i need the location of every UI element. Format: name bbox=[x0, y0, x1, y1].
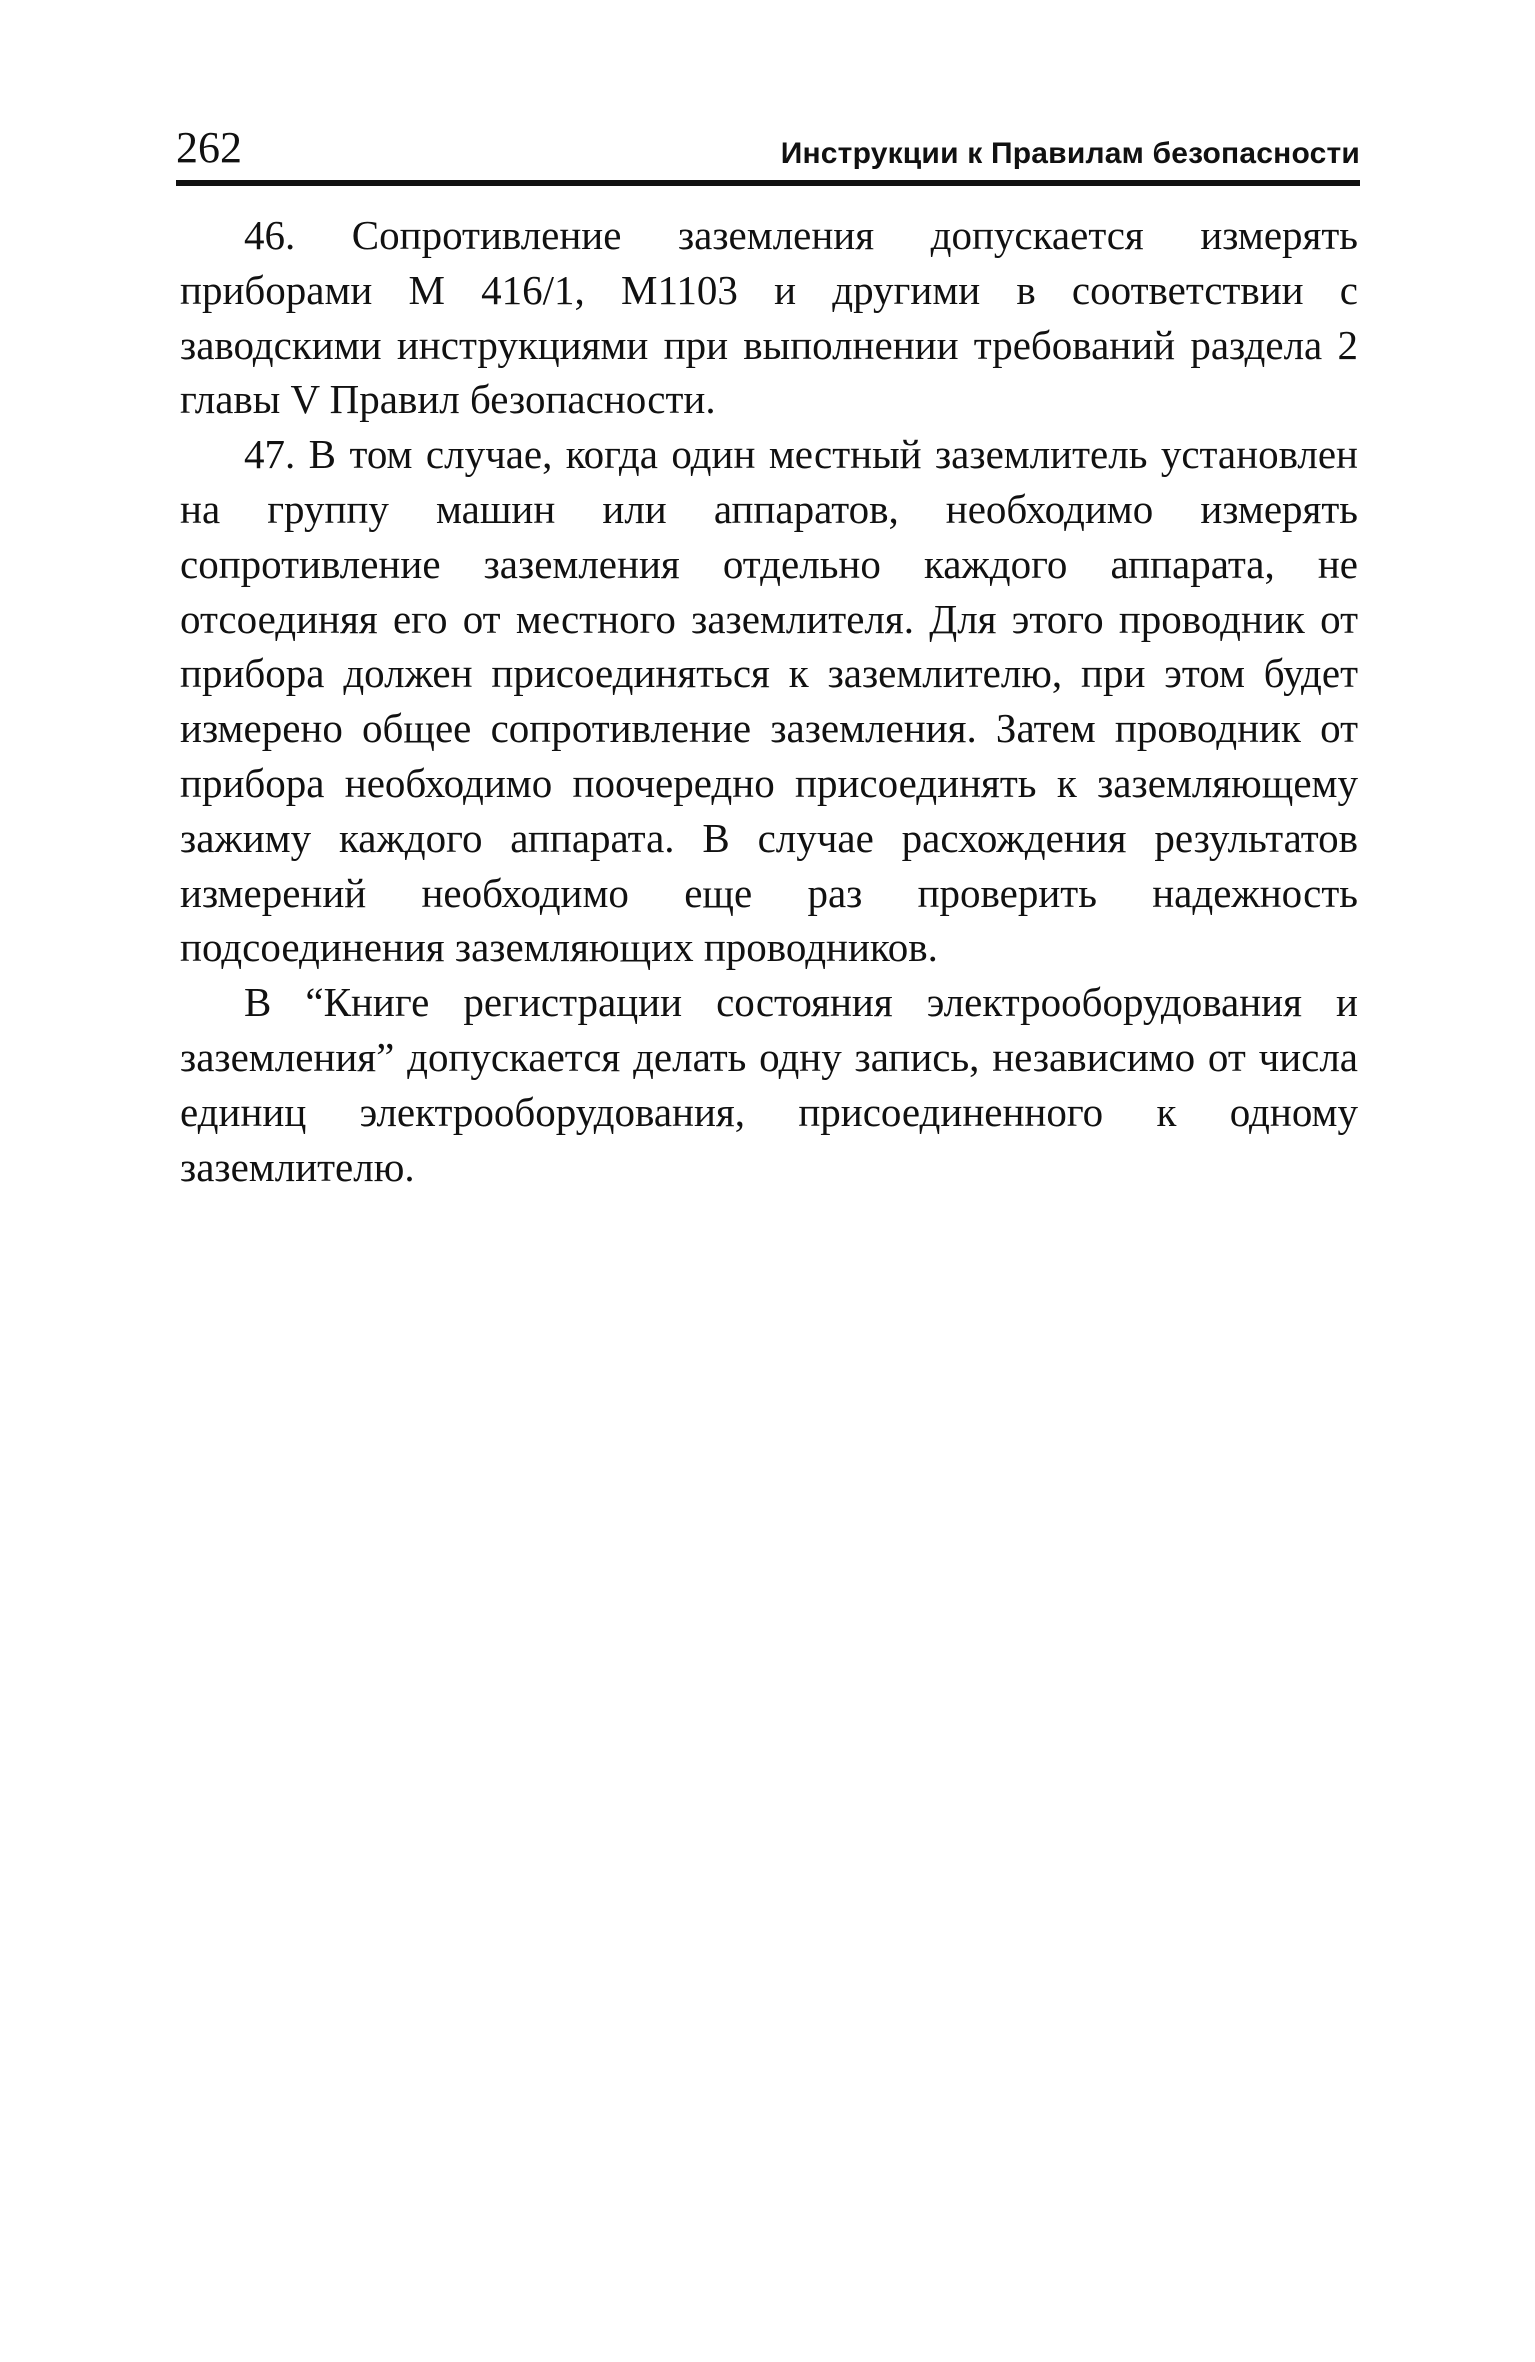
header-divider bbox=[176, 180, 1360, 186]
body-text bbox=[180, 208, 1358, 1194]
page-header bbox=[176, 118, 1360, 178]
page-number: 262 bbox=[176, 123, 242, 172]
paragraph-47: 47. В том случае, когда один местный заземлитель установлен на группу машин или аппаратов, необходимо измерять сопротивление заземления отдельно каждого аппарата, не отсоединяя его от местного заземлителя. Для этого проводник от прибора должен присоединяться к заземлителю, при этом будет измерено общее сопротивление заземления. Затем проводник от прибора необходимо поочередно присоединять к заземляющему зажиму каждого аппарата. В случае расхождения результатов измерений необходимо еще раз проверить надежность подсоединения заземляющих проводников. bbox=[180, 431, 1358, 971]
running-title: Инструкции к Правилам безопасности bbox=[780, 137, 1360, 170]
paragraph-register-note: В “Книге регистрации состояния электрооборудования и заземления” допускается делать одну запись, независимо от числа единиц электрооборудования, присоединенного к одному заземлителю. bbox=[180, 979, 1358, 1190]
paragraph-46: 46. Сопротивлениe заземления допускается измерять приборами М 416/1, М1103 и другими в соответствии с заводскими инструкциями при выполнении требований раздела 2 главы V Правил безопасности. bbox=[180, 212, 1358, 423]
